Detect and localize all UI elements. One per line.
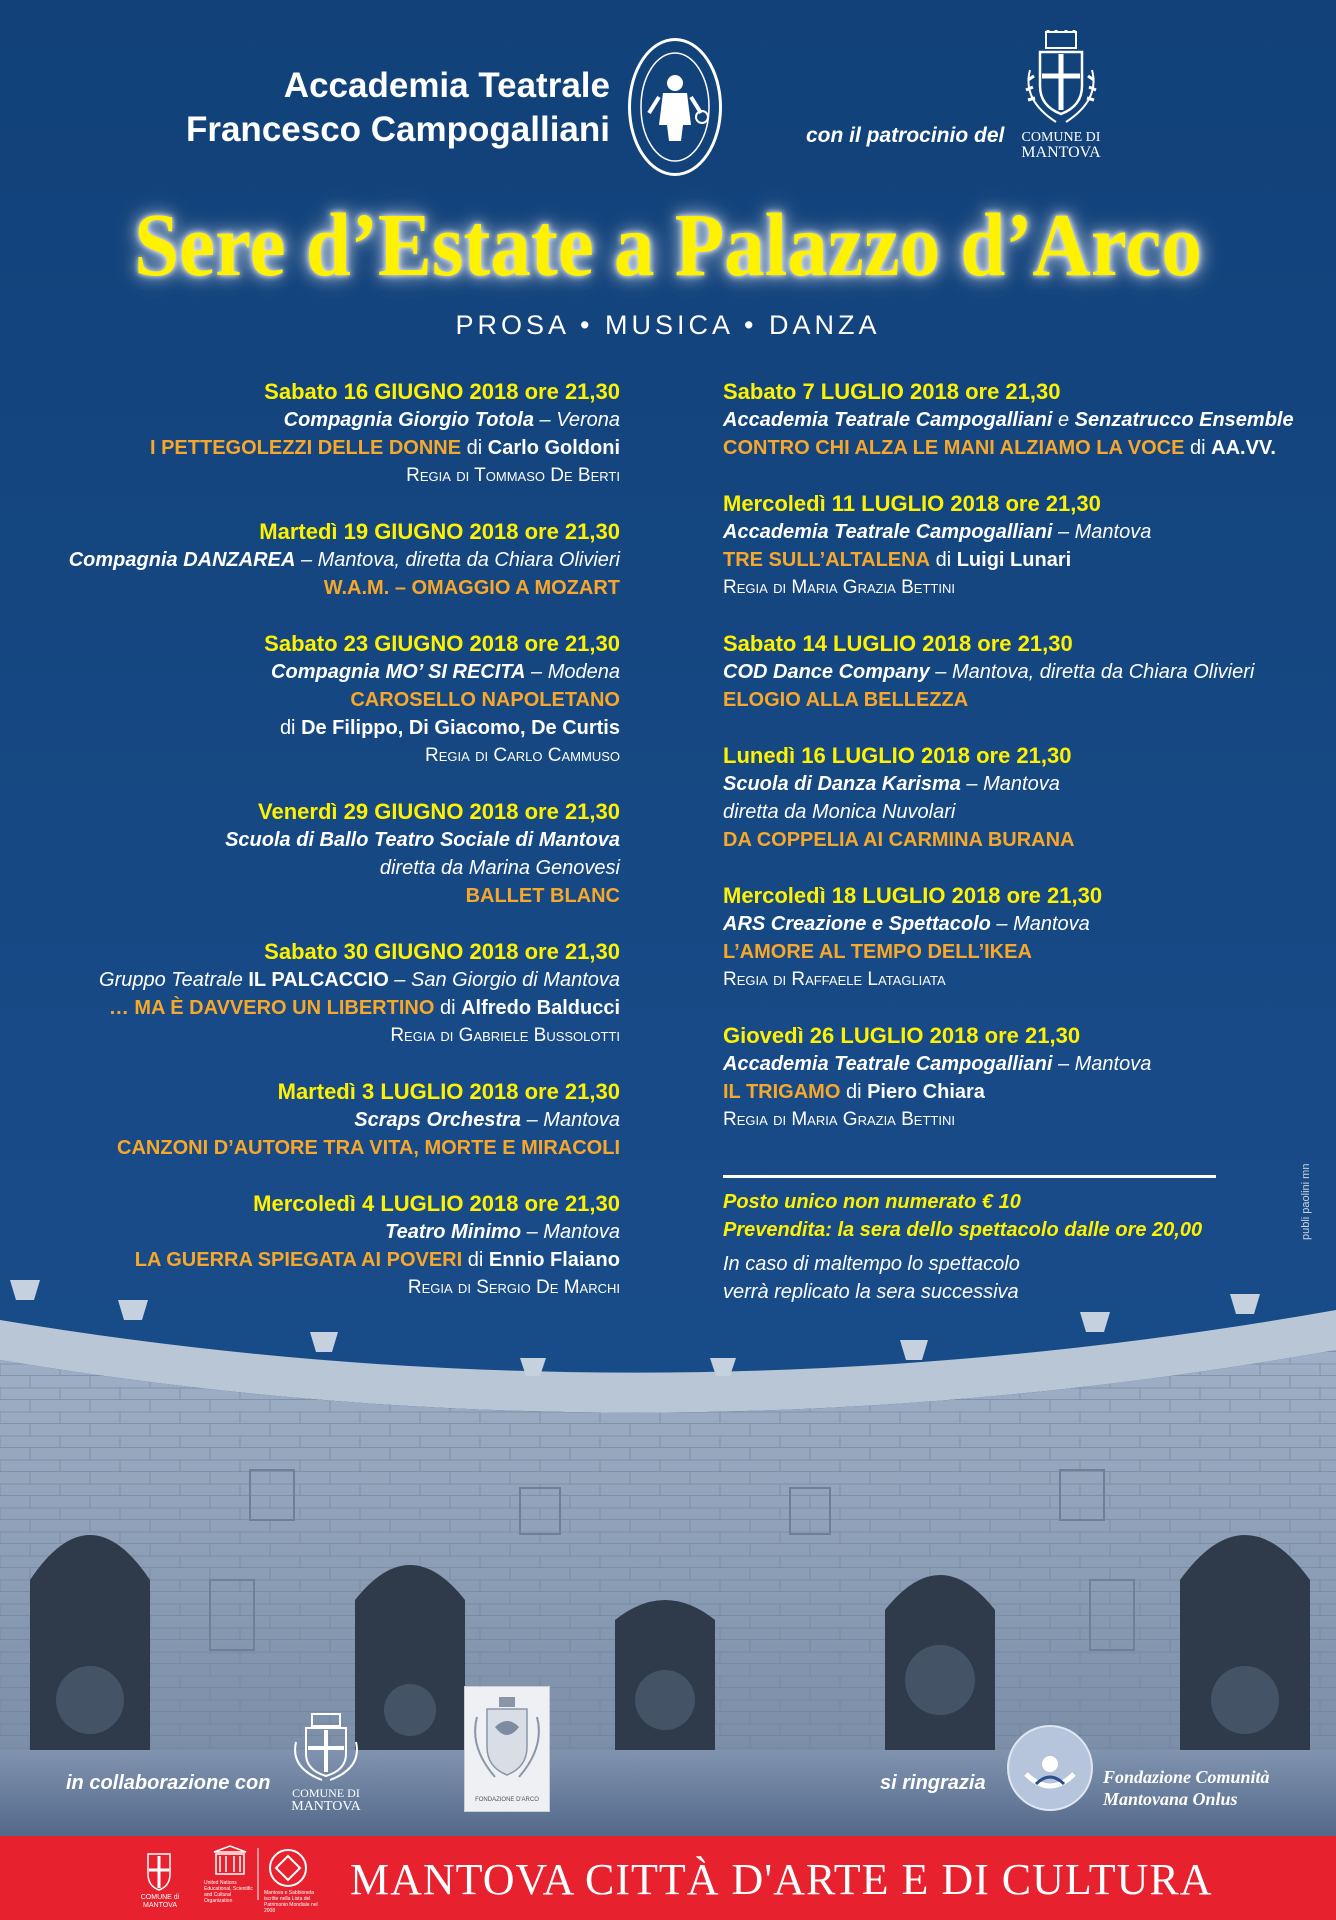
event-date: Sabato 16 GIUGNO 2018 ore 21,30 [264, 379, 620, 404]
event-item [40, 630, 620, 770]
comune-crest-icon [1016, 30, 1106, 130]
presale-info: Prevendita: la sera dello spettacolo dalle ore 20,00 [723, 1219, 1203, 1241]
comune-name-line1: COMUNE DI [1021, 130, 1101, 145]
palazzo-illustration [0, 1280, 1336, 1836]
event-show: L’AMORE AL TEMPO DELL’IKEA [723, 941, 1032, 963]
event-item [723, 1022, 1323, 1134]
thanks-label: si ringrazia [880, 1772, 986, 1794]
event-item [723, 742, 1323, 854]
event-company: Teatro Minimo – Mantova [385, 1221, 620, 1243]
banner-logo1-label: COMUNE di MANTOVA [140, 1894, 180, 1909]
event-director: Regia di Maria Grazia Bettini [723, 1109, 955, 1130]
footer-comune-line2: MANTOVA [291, 1799, 361, 1814]
banner-logo2-label: United Nations Educational, Scientific and Cultural Organization [204, 1880, 253, 1904]
event-company-extra: diretta da Marina Genovesi [379, 857, 620, 879]
comune-mantova-logo [1016, 30, 1106, 160]
event-show: LA GUERRA SPIEGATA AI POVERI di Ennio Flaiano [134, 1249, 620, 1271]
event-date: Martedì 19 GIUGNO 2018 ore 21,30 [259, 519, 620, 544]
banner-logos [130, 1844, 330, 1915]
event-company-extra: diretta da Monica Nuvolari [723, 801, 956, 823]
event-company: Compagnia MO’ SI RECITA – Modena [271, 661, 620, 683]
event-show: CANZONI D’AUTORE TRA VITA, MORTE E MIRACOLI [117, 1137, 620, 1159]
event-show: I PETTEGOLEZZI DELLE DONNE di Carlo Goldoni [149, 437, 620, 459]
academy-line2: Francesco Campogalliani [185, 110, 610, 149]
event-date: Mercoledì 4 LUGLIO 2018 ore 21,30 [253, 1191, 620, 1216]
event-item [723, 882, 1323, 994]
event-date: Mercoledì 11 LUGLIO 2018 ore 21,30 [723, 491, 1101, 516]
event-director: Regia di Maria Grazia Bettini [723, 577, 955, 598]
event-show: ELOGIO ALLA BELLEZZA [723, 689, 969, 711]
event-company: Scuola di Ballo Teatro Sociale di Mantova [225, 829, 620, 851]
event-show: DA COPPELIA AI CARMINA BURANA [723, 829, 1075, 851]
event-item [40, 378, 620, 490]
event-director: Regia di Tommaso De Berti [406, 465, 620, 486]
comune-name-line2: MANTOVA [1021, 144, 1101, 161]
event-item [723, 630, 1323, 714]
event-company: Scuola di Danza Karisma – Mantova [723, 773, 1060, 795]
info-divider [723, 1175, 1216, 1178]
event-item [40, 938, 620, 1050]
print-credit: publi paolini mn [1300, 1163, 1312, 1240]
collaboration-label: in collaborazione con [66, 1772, 271, 1794]
foundation-line2: Mantovana Onlus [1103, 1789, 1238, 1809]
patronage-text: con il patrocinio del [806, 124, 1005, 147]
event-item [40, 798, 620, 910]
foundation-name [1103, 1766, 1270, 1810]
event-director: Regia di Sergio De Marchi [407, 1277, 620, 1298]
event-company: Accademia Teatrale Campogalliani e Senzatrucco Ensemble [723, 409, 1294, 431]
weather-note-line2: verrà replicato la sera successiva [723, 1281, 1019, 1303]
event-show: … MA È DAVVERO UN LIBERTINO di Alfredo Balducci [108, 997, 620, 1019]
comune-crest-icon [284, 1712, 368, 1782]
event-date: Sabato 7 LUGLIO 2018 ore 21,30 [723, 379, 1061, 404]
event-item [40, 518, 620, 602]
fondazione-darco-crest-icon [465, 1687, 549, 1797]
event-company: Scraps Orchestra – Mantova [354, 1109, 620, 1131]
event-date: Martedì 3 LUGLIO 2018 ore 21,30 [277, 1079, 620, 1104]
event-company: Accademia Teatrale Campogalliani – Mantova [723, 1053, 1152, 1075]
event-item [723, 490, 1323, 602]
academy-seal-logo [628, 38, 722, 176]
event-date: Sabato 23 GIUGNO 2018 ore 21,30 [264, 631, 620, 656]
ticket-price: Posto unico non numerato € 10 [723, 1191, 1021, 1213]
event-company: Gruppo Teatrale IL PALCACCIO – San Giorgio di Mantova [99, 969, 620, 991]
event-item [40, 1078, 620, 1162]
banner-logo3-label: Mantova e Sabbioneta iscritte nella Lista del Patrimonio Mondiale nel 2008 [264, 1890, 318, 1914]
event-date: Sabato 14 LUGLIO 2018 ore 21,30 [723, 631, 1073, 656]
event-director: Regia di Raffaele Latagliata [723, 969, 946, 990]
event-company: Compagnia Giorgio Totola – Verona [283, 409, 620, 431]
event-show: TRE SULL’ALTALENA di Luigi Lunari [723, 549, 1072, 571]
event-show: BALLET BLANC [465, 885, 620, 907]
event-company: Compagnia DANZAREA – Mantova, diretta da Chiara Olivieri [68, 549, 620, 571]
events-right-column [723, 378, 1323, 1162]
event-show: CAROSELLO NAPOLETANO [350, 689, 620, 711]
event-date: Sabato 30 GIUGNO 2018 ore 21,30 [264, 939, 620, 964]
main-title: Sere d’Estate a Palazzo d’Arco [134, 196, 1202, 295]
academy-line1: Accademia Teatrale [283, 66, 610, 105]
event-director: Regia di Gabriele Bussolotti [390, 1025, 620, 1046]
academy-name [90, 64, 610, 152]
footer-comune-line1: COMUNE DI [292, 1786, 360, 1800]
weather-note-line1: In caso di maltempo lo spettacolo [723, 1253, 1020, 1275]
foundation-line1: Fondazione Comunità [1103, 1767, 1270, 1787]
event-authors: di De Filippo, Di Giacomo, De Curtis [279, 717, 620, 739]
event-company: ARS Creazione e Spettacolo – Mantova [723, 913, 1090, 935]
event-company: COD Dance Company – Mantova, diretta da Chiara Olivieri [723, 661, 1255, 683]
event-show: W.A.M. – OMAGGIO A MOZART [323, 577, 620, 599]
fondazione-darco-label: FONDAZIONE D'ARCO [475, 1797, 539, 1803]
event-show: IL TRIGAMO di Piero Chiara [723, 1081, 985, 1103]
event-date: Venerdì 29 GIUGNO 2018 ore 21,30 [258, 799, 620, 824]
event-item [723, 378, 1323, 462]
event-company: Accademia Teatrale Campogalliani – Mantova [723, 521, 1152, 543]
event-director: Regia di Carlo Cammuso [425, 745, 620, 766]
event-date: Giovedì 26 LUGLIO 2018 ore 21,30 [723, 1023, 1081, 1048]
event-date: Mercoledì 18 LUGLIO 2018 ore 21,30 [723, 883, 1103, 908]
fondazione-comunita-logo [1006, 1724, 1094, 1812]
events-left-column [40, 378, 620, 1330]
footer-comune-logo [284, 1712, 368, 1812]
subtitle: PROSA • MUSICA • DANZA [455, 310, 881, 340]
event-show: CONTRO CHI ALZA LE MANI ALZIAMO LA VOCE di AA.VV. [723, 437, 1276, 459]
fondazione-comunita-icon [1006, 1724, 1094, 1812]
event-date: Lunedì 16 LUGLIO 2018 ore 21,30 [723, 743, 1072, 768]
fondazione-darco-crest [464, 1686, 550, 1812]
bottom-banner [0, 1836, 1336, 1920]
banner-text: MANTOVA CITTÀ D'ARTE E DI CULTURA [350, 1855, 1213, 1904]
